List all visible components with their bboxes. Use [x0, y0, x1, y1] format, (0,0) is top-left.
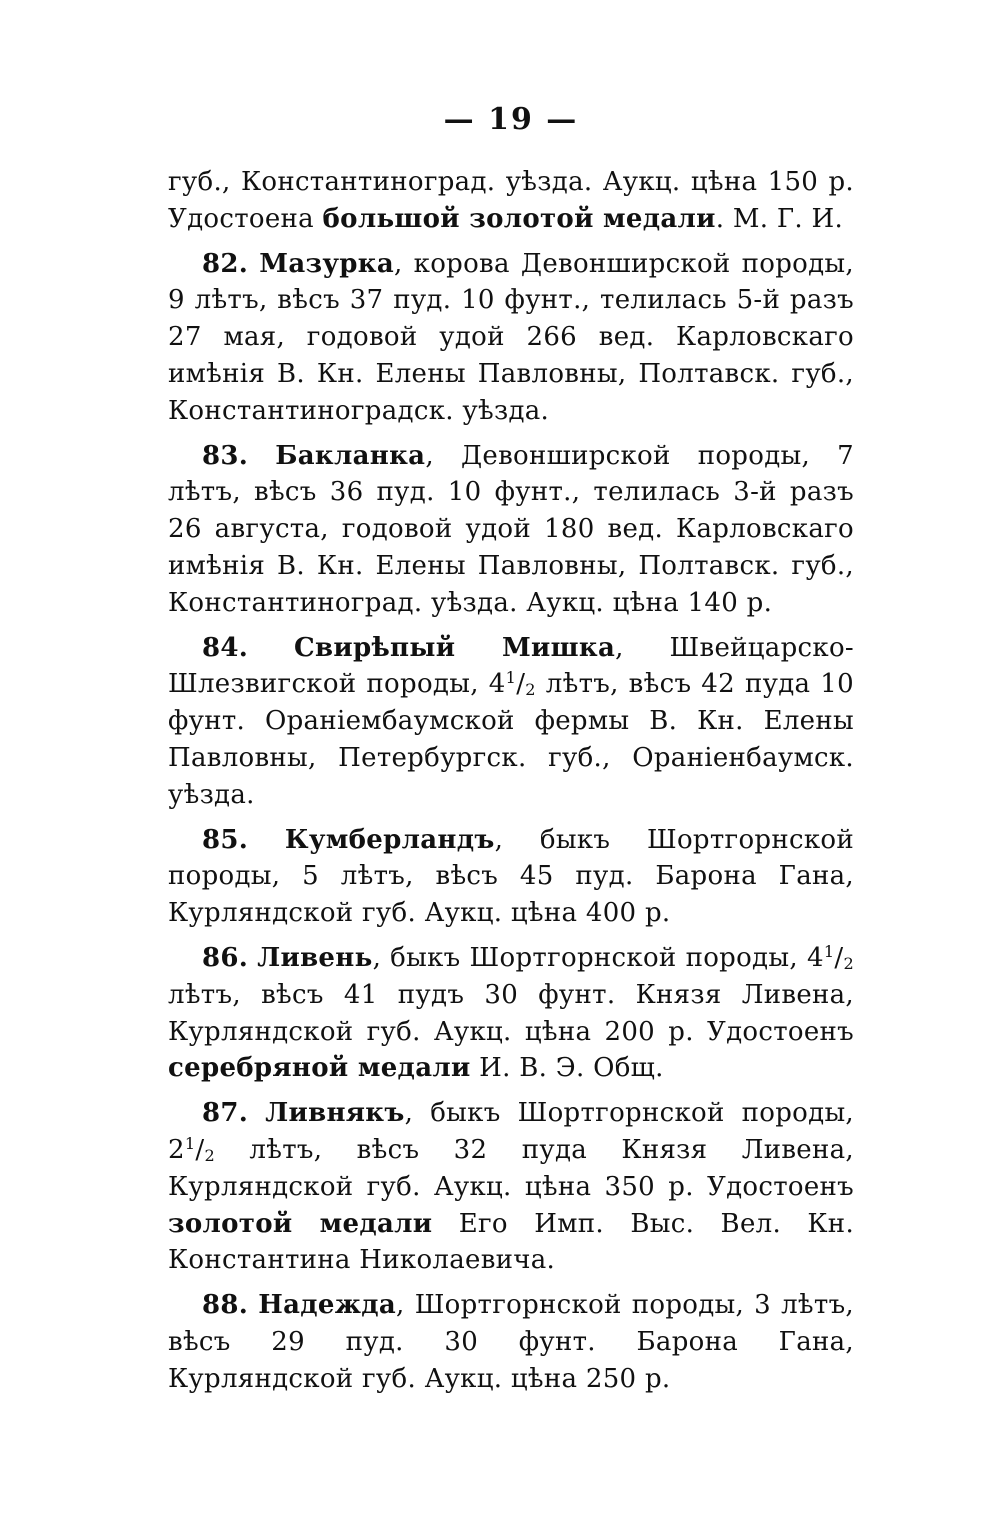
- fraction-denominator: 2: [525, 680, 536, 700]
- entry-text: , быкъ Шортгорнской породы, 5 лѣтъ, вѣсъ 45 пуд. Барона Гана, Курляндской губ. Аукц. цѣна 400 р.: [168, 824, 854, 929]
- intro-award-prefix: Удостоена: [168, 203, 323, 234]
- fraction-numerator: 1: [184, 1134, 196, 1154]
- document-page: [168, 98, 854, 1406]
- entry-text: , быкъ Шортгорнской породы, 2: [168, 1098, 854, 1165]
- entry-text: , Шортгорнской породы, 3 лѣтъ, вѣсъ 29 пуд. 30 фунт. Барона Гана, Курляндской губ. Аукц. цѣна 250 р.: [168, 1290, 854, 1394]
- entry-name: Ливень: [257, 942, 373, 973]
- entry-text: И. В. Э. Общ.: [470, 1053, 664, 1084]
- intro-award: большой золотой медали: [322, 203, 716, 234]
- fraction-numerator: 1: [505, 668, 517, 688]
- entry-number: 84.: [202, 632, 249, 663]
- entry-name: Свирѣпый Мишка: [294, 632, 616, 663]
- entry-name: Бакланка: [275, 440, 426, 471]
- entry-number: 82.: [202, 248, 249, 279]
- entry-number: 87.: [202, 1098, 249, 1129]
- entry-82: [168, 246, 854, 430]
- entry-text: лѣтъ, вѣсъ 32 пуда Князя Ливена, Курляндской губ. Аукц. цѣна 350 р. Удостоенъ: [168, 1134, 854, 1202]
- entry-83: [168, 438, 854, 622]
- entry-text: , быкъ Шортгорнской породы, 4: [372, 942, 824, 973]
- entry-award: золотой медали: [168, 1208, 433, 1239]
- page-number: — 19 —: [443, 102, 579, 137]
- entry-name: Ливнякъ: [265, 1098, 405, 1129]
- entry-number: 85.: [202, 824, 249, 855]
- entry-name: Мазурка: [259, 248, 395, 279]
- entry-text: , корова Девонширской породы, 9 лѣтъ, вѣсъ 37 пуд. 10 фунт., телилась 5-й разъ 27 мая, годовой удой 266 вед. Карловскаго имѣнія В. Кн. Елены Павловны, Полтавск. губ., Константиноградск. уѣзда.: [168, 248, 854, 426]
- entry-87: 87. Ливнякъ, быкъ Шортгорнской породы, $2^1/_2$ лѣтъ, вѣсъ 32 пуда Князя Ливена, Курляндской губ. Аукц. цѣна 350 р. Удостоенъ золотой медали Его Имп. Выс. Вел. Кн. Константина Николаевича.: [168, 1095, 854, 1279]
- entry-number: 86.: [202, 942, 249, 973]
- entry-text: лѣтъ, вѣсъ 41 пудъ 30 фунт. Князя Ливена, Курляндской губ. Аукц. цѣна 200 р. Удостоенъ: [168, 979, 854, 1047]
- fraction-denominator: 2: [843, 954, 854, 974]
- intro-award-suffix: . М. Г. И.: [715, 203, 844, 234]
- entry-name: Надежда: [258, 1290, 397, 1321]
- entry-text: , Швейцарско-Шлезвигской породы, 4: [168, 632, 854, 700]
- entry-number: 88.: [202, 1290, 249, 1321]
- entry-84: 84. Свирѣпый Мишка, Швейцарско-Шлезвигской породы, $4^1/_2$ лѣтъ, вѣсъ 42 пуда 10 фунт. Ораніембаумской фермы В. Кн. Елены Павловны, Петербургск. губ., Ораніенбаумск. уѣзда.: [168, 630, 854, 814]
- entry-88: [168, 1287, 854, 1397]
- entry-text: , Девонширской породы, 7 лѣтъ, вѣсъ 36 пуд. 10 фунт., телилась 3-й разъ 26 августа, годовой удой 180 вед. Карловскаго имѣнія В. Кн. Елены Павловны, Полтавск. губ., Константиноград. уѣзда. Аукц. цѣна 140 р.: [168, 440, 854, 618]
- fraction-numerator: 1: [823, 942, 835, 962]
- entry-text: Его Имп. Выс. Вел. Кн. Константина Николаевича.: [168, 1208, 855, 1276]
- entry-award: серебряной медали: [168, 1053, 471, 1084]
- fraction-denominator: 2: [204, 1146, 216, 1166]
- entry-number: 83.: [202, 440, 249, 471]
- entry-name: Кумберландъ: [284, 824, 495, 855]
- entry-85: [168, 822, 854, 932]
- intro-line: губ., Константиноград. уѣзда. Аукц. цѣна 150 р.: [168, 167, 854, 197]
- entry-text: лѣтъ, вѣсъ 42 пуда 10 фунт. Ораніембаумской фермы В. Кн. Елены Павловны, Петербургск. губ., Ораніенбаумск. уѣзда.: [168, 669, 854, 810]
- entry-86: 86. Ливень, быкъ Шортгорнской породы, $4^1/_2$ лѣтъ, вѣсъ 41 пудъ 30 фунт. Князя Ливена, Курляндской губ. Аукц. цѣна 200 р. Удостоенъ серебряной медали И. В. Э. Общ.: [168, 940, 854, 1087]
- intro-paragraph: [168, 164, 854, 238]
